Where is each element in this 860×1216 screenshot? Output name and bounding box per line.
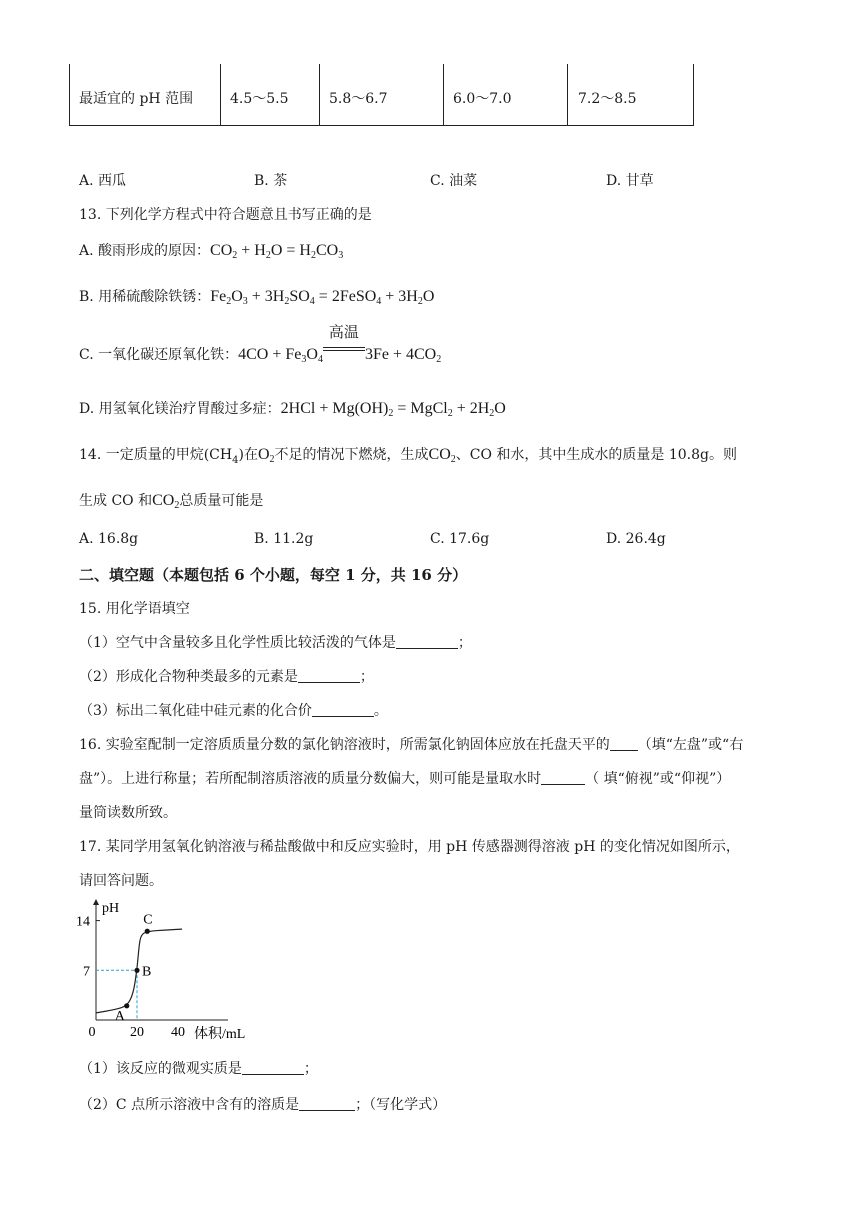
y-axis-label: pH bbox=[102, 901, 120, 916]
data-point-a bbox=[124, 1003, 129, 1008]
answer-blank[interactable] bbox=[541, 770, 585, 785]
data-point-b bbox=[134, 968, 139, 973]
q16-line1: 16. 实验室配制一定溶质质量分数的氯化钠溶液时，所需氯化钠固体应放在托盘天平的 （填“左盘”或“右 bbox=[79, 737, 744, 753]
q17-part2: （2）C 点所示溶液中含有的溶质是 ；（写化学式） bbox=[79, 1097, 447, 1113]
reaction-condition: 高温 bbox=[323, 343, 365, 359]
q16-line2: 盘”）。上进行称量；若所配制溶质溶液的质量分数偏大，则可能是量取水时 （ 填“俯视”或“仰视”） bbox=[79, 771, 731, 787]
q13-option-b: B. 用稀硫酸除铁锈：$Fe_2O_3 + 3H_2SO_4$ = 2FeSO$_4$ + $3H_2O$ bbox=[79, 288, 435, 307]
answer-blank[interactable] bbox=[312, 702, 374, 717]
q14-option-b: B. 11.2g bbox=[254, 531, 314, 547]
q15-stem: 15. 用化学语填空 bbox=[79, 601, 190, 617]
table-row-label: 最适宜的 pH 范围 bbox=[79, 91, 194, 107]
q17-line1: 17. 某同学用氢氧化钠溶液与稀盐酸做中和反应实验时，用 pH 传感器测得溶液 pH 的变化情况如图所示， bbox=[79, 839, 740, 855]
answer-blank[interactable] bbox=[610, 736, 638, 751]
q15-part3: （3）标出二氧化硅中硅元素的化合价 。 bbox=[79, 703, 388, 719]
answer-blank[interactable] bbox=[396, 634, 458, 649]
x-tick-label: 20 bbox=[130, 1025, 144, 1040]
q12-option-b: B. 茶 bbox=[254, 173, 288, 189]
ph-range-table bbox=[69, 64, 694, 126]
point-label-b: B bbox=[142, 964, 152, 980]
q14-option-a: A. 16.8g bbox=[79, 531, 139, 547]
y-tick-label: 7 bbox=[83, 964, 90, 980]
section-heading: 二、填空题（本题包括 6 个小题，每空 1 分，共 16 分） bbox=[79, 566, 468, 584]
table-border bbox=[319, 64, 320, 126]
q15-part1: （1）空气中含量较多且化学性质比较活泼的气体是 ； bbox=[79, 635, 472, 651]
table-border bbox=[69, 125, 694, 126]
table-border bbox=[567, 64, 568, 126]
q16-line3: 量筒读数所致。 bbox=[79, 805, 177, 821]
q14-option-c: C. 17.6g bbox=[430, 531, 490, 547]
q13-option-c: C. 一氧化碳还原氧化铁：$4CO + Fe_3O_4$ 高温 $3Fe + 4CO_2$ bbox=[79, 323, 442, 365]
x-tick-label: 40 bbox=[171, 1025, 185, 1040]
table-cell: 5.8～6.7 bbox=[329, 91, 388, 107]
q12-option-d: D. 甘草 bbox=[606, 173, 654, 189]
answer-blank[interactable] bbox=[299, 1096, 355, 1111]
table-cell: 6.0～7.0 bbox=[453, 91, 512, 107]
q13-option-d: D. 用氢氧化镁治疗胃酸过多症：$2HCl + Mg(OH)_2$ = MgCl$_2$ + $2H_2O$ bbox=[79, 400, 506, 419]
q15-part2: （2）形成化合物种类最多的元素是 ； bbox=[79, 669, 374, 685]
q14-stem-line2: 生成 CO 和$CO_2$总质量可能是 bbox=[79, 492, 264, 511]
y-tick-label: 14 bbox=[76, 914, 90, 930]
point-label-c: C bbox=[143, 912, 153, 928]
data-point-c bbox=[145, 929, 150, 934]
q17-part1: （1）该反应的微观实质是 ； bbox=[79, 1061, 318, 1077]
table-border bbox=[443, 64, 444, 126]
q12-option-a: A. 西瓜 bbox=[79, 173, 127, 189]
table-border bbox=[693, 64, 694, 126]
table-cell: 7.2～8.5 bbox=[578, 91, 637, 107]
answer-blank[interactable] bbox=[298, 668, 360, 683]
table-cell: 4.5～5.5 bbox=[230, 91, 289, 107]
q13-option-a: A. 酸雨形成的原因：$CO_2 + H_2O = H_2CO_3$ bbox=[79, 242, 344, 261]
table-border bbox=[220, 64, 221, 126]
q14-stem-line1: 14. 一定质量的甲烷$(CH_4)$在$O_2$不足的情况下燃烧，生成$CO_2$、CO 和水，其中生成水的质量是 10.8g。则 bbox=[79, 446, 737, 466]
x-tick-label: 0 bbox=[88, 1025, 96, 1040]
q14-option-d: D. 26.4g bbox=[606, 531, 666, 547]
table-border bbox=[69, 64, 70, 126]
q12-option-c: C. 油菜 bbox=[430, 173, 478, 189]
x-axis-label: 体积/mL bbox=[194, 1027, 246, 1042]
q13-stem: 13. 下列化学方程式中符合题意且书写正确的是 bbox=[79, 207, 372, 223]
answer-blank[interactable] bbox=[242, 1060, 304, 1075]
point-label-a: A bbox=[114, 1008, 125, 1024]
q17-line2: 请回答问题。 bbox=[79, 873, 163, 889]
ph-curve-chart bbox=[76, 896, 246, 1046]
